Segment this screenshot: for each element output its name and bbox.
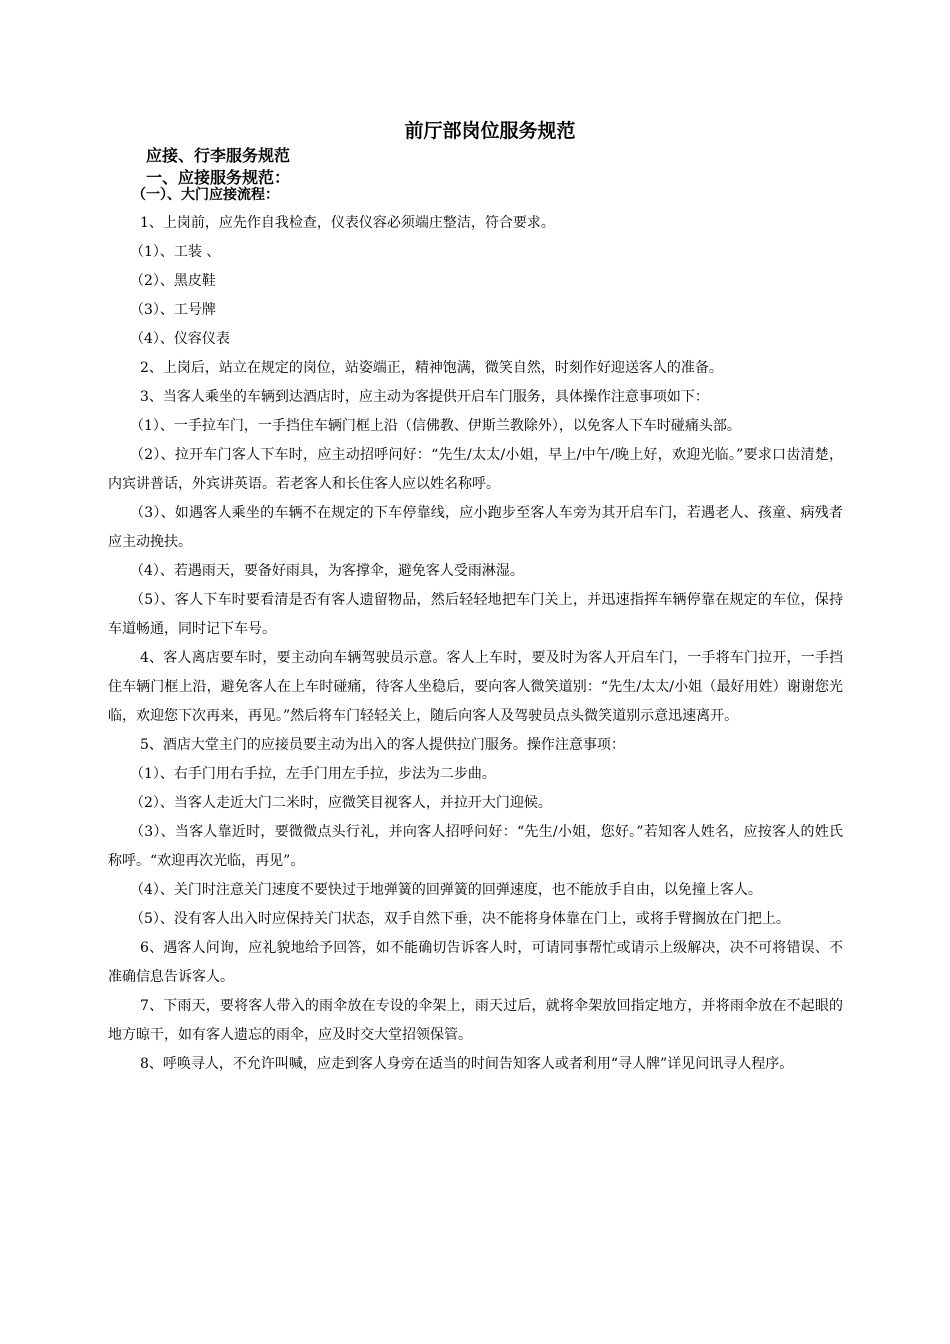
list-item: （1）、右手门用右手拉，左手门用左手拉，步法为二步曲。: [130, 766, 496, 782]
section-heading: 应接、行李服务规范: [146, 146, 291, 165]
paragraph: 8、呼唤寻人，不允许叫喊，应走到客人身旁在适当的时间告知客人或者利用“寻人牌”详见问讯寻人程序。: [140, 1056, 794, 1072]
list-item: （4）、仪容仪表: [130, 331, 230, 347]
paragraph: 5、酒店大堂主门的应接员要主动为出入的客人提供拉门服务。操作注意事项：: [140, 737, 625, 753]
list-item: （1）、工装 、: [130, 244, 221, 260]
list-item: （2）、黑皮鞋: [130, 273, 216, 289]
list-item: （3）、如遇客人乘坐的车辆不在规定的下车停靠线，应小跑步至客人车旁为其开启车门，若遇老人、孩童、病残者应主动挽扶。: [108, 505, 843, 550]
list-item: （5）、没有客人出入时应保持关门状态，双手自然下垂，决不能将身体靠在门上，或将手臂搁放在门把上。: [130, 911, 790, 927]
list-item: （2）、拉开车门客人下车时，应主动招呼问好：“先生/太太/小姐，早上/中午/晚上好，欢迎光临。”要求口齿清楚，内宾讲普话，外宾讲英语。若老客人和长住客人应以姓名称呼。: [108, 447, 843, 492]
list-item: （2）、当客人走近大门二米时，应微笑目视客人，并拉开大门迎候。: [130, 795, 552, 811]
paragraph: 2、上岗后，站立在规定的岗位，站姿端正，精神饱满，微笑自然，时刻作好迎送客人的准备。: [140, 360, 723, 376]
subsection-heading: 一、应接服务规范：: [146, 168, 291, 187]
list-item: （1）、一手拉车门，一手挡住车辆门框上沿（信佛教、伊斯兰教除外），以免客人下车时碰痛头部。: [130, 418, 741, 434]
paragraph: 4、客人离店要车时，要主动向车辆驾驶员示意。客人上车时，要及时为客人开启车门，一手将车门拉开，一手挡住车辆门框上沿，避免客人在上车时碰痛，待客人坐稳后，要向客人微笑道别：“先生/太太/小姐（最好用姓）谢谢您光临，欢迎您下次再来，再见。”然后将车门轻轻关上，随后向客人及驾驶员点头微笑道别示意迅速离开。: [108, 650, 843, 724]
sub-subsection-heading: （一）、大门应接流程：: [132, 187, 279, 203]
list-item: （5）、客人下车时要看清是否有客人遗留物品，然后轻轻地把车门关上，并迅速指挥车辆停靠在规定的车位，保持车道畅通，同时记下车号。: [108, 592, 843, 637]
list-item: （3）、当客人靠近时，要微微点头行礼，并向客人招呼问好：“先生/小姐，您好。”若知客人姓名，应按客人的姓氏称呼。“欢迎再次光临，再见”。: [108, 824, 843, 869]
document-title: 前厅部岗位服务规范: [404, 120, 576, 142]
paragraph: 6、遇客人问询，应礼貌地给予回答，如不能确切告诉客人时，可请同事帮忙或请示上级解决，决不可将错误、不准确信息告诉客人。: [108, 940, 843, 985]
paragraph: 3、当客人乘坐的车辆到达酒店时，应主动为客提供开启车门服务，具体操作注意事项如下：: [140, 389, 709, 405]
paragraph: 7、下雨天，要将客人带入的雨伞放在专设的伞架上，雨天过后，就将伞架放回指定地方，并将雨伞放在不起眼的地方晾干，如有客人遗忘的雨伞，应及时交大堂招领保管。: [108, 998, 843, 1043]
document-body: [108, 209, 843, 1079]
list-item: （3）、工号牌: [130, 302, 216, 318]
list-item: （4）、若遇雨天，要备好雨具，为客撑伞，避免客人受雨淋湿。: [130, 563, 524, 579]
list-item: （4）、关门时注意关门速度不要快过于地弹簧的回弹簧的回弹速度，也不能放手自由，以免撞上客人。: [130, 882, 762, 898]
paragraph: 1、上岗前，应先作自我检查，仪表仪容必须端庄整洁，符合要求。: [140, 215, 555, 231]
